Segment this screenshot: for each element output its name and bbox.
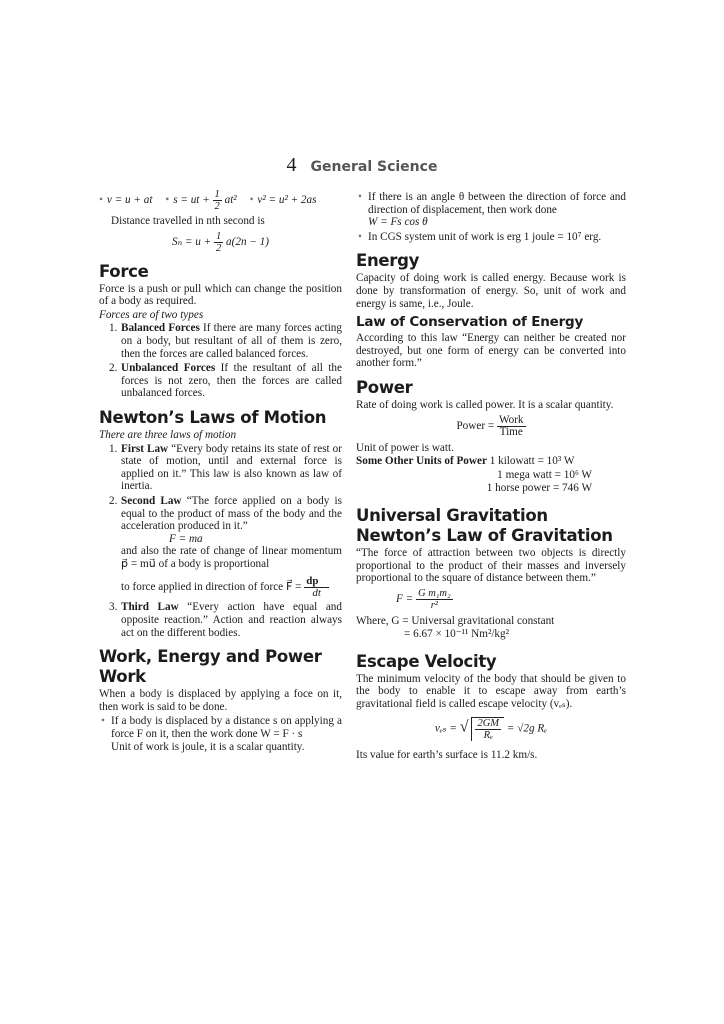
list-item: 2. Unbalanced Forces If the resultant of all the forces is not zero, then the forces are called unbalanced forces.	[109, 362, 342, 400]
escape-definition: The minimum velocity of the body that should be given to the body to enable it to escape away from earth’s gravitational field is called escape velocity (vₑₛ).	[356, 672, 626, 711]
work-angle-bullets	[356, 191, 626, 243]
escape-velocity-heading: Escape Velocity	[356, 651, 497, 671]
gravitation-value: = 6.67 × 10⁻¹¹ Nm²/kg²	[404, 628, 509, 641]
list-item: 3. Third Law “Every action have equal and opposite reaction.” Action and reaction always act on the different bodies.	[109, 601, 342, 639]
equation-3: v² = u² + 2as	[257, 194, 317, 207]
work-bullets	[99, 715, 342, 753]
universal-gravitation-heading: Universal Gravitation	[356, 505, 548, 525]
conservation-heading: Law of Conservation of Energy	[356, 314, 584, 331]
equation-2-fraction: $\frac{1}{2}$	[214, 189, 220, 212]
forces-types: Forces are of two types	[99, 308, 204, 321]
gravitation-definition: “The force of attraction between two objects is directly proportional to the product of their masses and inversely proportional to the square of distance between them.”	[356, 546, 626, 585]
other-units-line: Some Other Units of Power 1 kilowatt = 10³ W	[356, 455, 575, 468]
newton-laws-heading: Newton’s Laws of Motion	[99, 407, 327, 427]
nth-second-intro: Distance travelled in nth second is	[111, 215, 265, 227]
conservation-definition: According to this law “Energy can neither be created nor destroyed, but one form of energy can be converted into another form.”	[356, 332, 626, 370]
list-item: • In CGS system unit of work is erg 1 joule = 10⁷ erg.	[356, 231, 626, 244]
gravitation-where: Where, G = Universal gravitational constant	[356, 614, 555, 627]
megawatt-line: 1 mega watt = 10⁶ W	[497, 468, 592, 481]
energy-definition: Capacity of doing work is called energy. Because work is done by transformation of energy. So, unit of work and energy is same, i.e., Joule.	[356, 272, 626, 310]
newton-laws-list	[99, 443, 342, 640]
list-item: 1. First Law “Every body retains its state of rest or state of motion, until and external force is applied on it.” This law is also known as law of inertia.	[109, 442, 342, 493]
work-heading: Work	[99, 667, 146, 687]
work-definition: When a body is displaced by applying a foce on it, then work is said to be done.	[99, 688, 342, 713]
force-derivative: to force applied in direction of force F⃗ = $\frac{dp⃗}{dt}$	[121, 575, 328, 600]
running-title: General Science	[310, 159, 438, 175]
right-column	[356, 186, 626, 762]
newton-gravitation-heading: Newton’s Law of Gravitation	[356, 525, 613, 545]
power-definition: Rate of doing work is called power. It is a scalar quantity.	[356, 398, 614, 411]
gravitation-formula: F = $\frac{\text{G m₁m₂}}{\text{r²}}$	[396, 587, 451, 611]
power-heading: Power	[356, 377, 413, 397]
motion-equations	[99, 189, 342, 212]
list-item: • If there is an angle θ between the direction of force and direction of displacement, then work done W = Fs cos θ	[356, 191, 626, 229]
list-item: 1. Balanced Forces If there are many forces acting on a body, but resultant of all of them is zero, then the forces are called balanced forces.	[109, 322, 342, 360]
energy-heading: Energy	[356, 251, 420, 271]
horsepower-line: 1 horse power = 746 W	[486, 482, 592, 495]
left-column	[99, 186, 342, 755]
force-heading: Force	[99, 261, 149, 281]
power-unit: Unit of power is watt.	[356, 441, 454, 454]
bullet-icon: •	[99, 194, 103, 207]
bullet-icon: •	[165, 194, 170, 207]
work-energy-power-heading: Work, Energy and Power	[99, 647, 322, 667]
list-item: 2. Second Law “The force applied on a body is equal to the product of mass of the body and the acceleration produced in it.” F = ma and also the rate of change of linear momentum p⃗ = mu⃗ of a body is proportional to force applied in direction of force F⃗ = $\frac{dp⃗}{dt}$	[109, 494, 342, 600]
newton-laws-intro: There are three laws of motion	[99, 428, 237, 441]
bullet-icon: •	[249, 194, 254, 207]
force-definition: Force is a push or pull which can change the position of a body as required.	[99, 282, 342, 308]
escape-formula: vₑₛ = √ $\frac{2GM}{\text{Rₑ}}$ = √2g Rₑ	[434, 717, 548, 741]
page-header	[0, 154, 724, 177]
equation-2-post: at²	[224, 194, 237, 207]
escape-value: Its value for earth’s surface is 11.2 km/s.	[356, 748, 538, 761]
equation-1: v = u + at	[106, 194, 153, 207]
page-number: 4	[286, 154, 297, 176]
momentum-text: and also the rate of change of linear momentum p⃗ = mu⃗ of a body is proportional	[121, 545, 342, 570]
forces-list	[99, 322, 342, 400]
second-law-formula: F = ma	[169, 532, 203, 545]
power-formula: Power = $\frac{\text{Work}}{\text{Time}}$	[456, 413, 524, 438]
equation-2-pre: s = ut +	[173, 194, 210, 207]
list-item: • If a body is displaced by a distance s on applying a force F on it, then the work done W = F · s Unit of work is joule, it is a scalar quantity.	[99, 715, 342, 753]
nth-second-formula: Sₙ = u + $\frac{1}{2}$ a(2n − 1)	[171, 230, 270, 254]
